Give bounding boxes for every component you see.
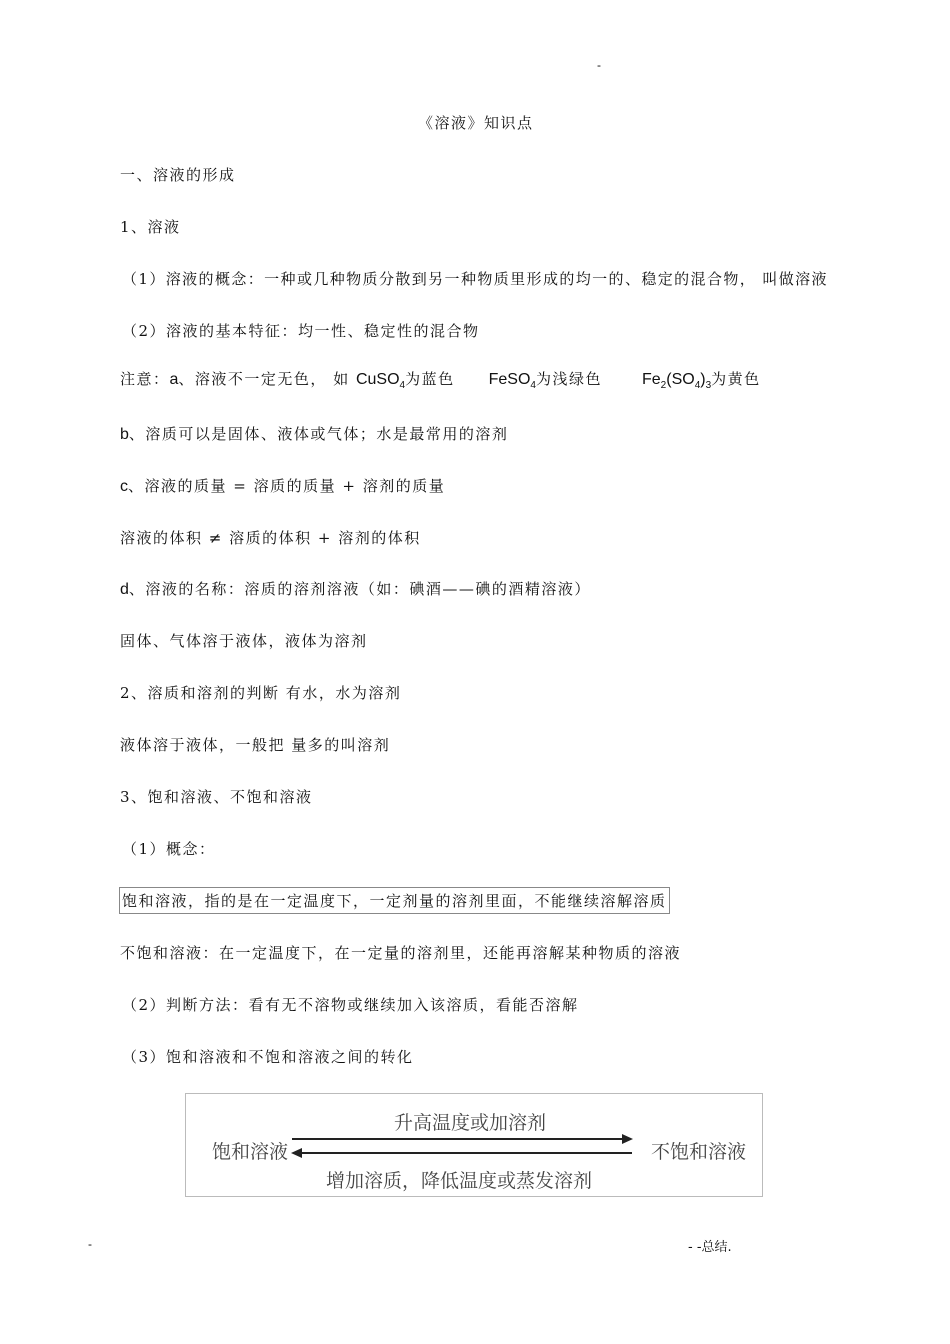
- note-a-line: [120, 368, 761, 391]
- judge-method: （2）判断方法：看有无不溶物或继续加入该溶质，看能否溶解: [122, 996, 579, 1014]
- fe2so43-color: 为黄色: [711, 370, 761, 388]
- subsection-solution: 1、溶液: [120, 218, 181, 236]
- page-title: 《溶液》知识点: [418, 114, 534, 132]
- section-heading-1: 一、溶液的形成: [120, 166, 236, 184]
- volume-note: 溶液的体积 ≠ 溶质的体积 + 溶剂的体积: [120, 529, 421, 547]
- solution-definition: （1）溶液的概念：一种或几种物质分散到另一种物质里形成的均一的、稳定的混合物， 叫做溶液: [122, 270, 828, 288]
- diagram-left-node: 饱和溶液: [212, 1141, 289, 1163]
- fe2so43-formula: $Fe_2(SO_4)_3$: [642, 371, 712, 391]
- footer-left: -: [88, 1237, 92, 1251]
- arrow-left-line: [302, 1152, 632, 1154]
- arrow-right-head: [622, 1134, 633, 1144]
- footer-right: - -总结.: [688, 1240, 732, 1255]
- conversion-heading: （3）饱和溶液和不饱和溶液之间的转化: [122, 1048, 414, 1066]
- arrow-right-line: [292, 1138, 622, 1140]
- cuso4-color: 为蓝色: [405, 370, 455, 388]
- note-c-line: c、溶液的质量 = 溶质的质量 + 溶剂的质量: [120, 477, 446, 495]
- subsection-saturated: 3、饱和溶液、不饱和溶液: [120, 788, 313, 806]
- note-a-text: 、溶液不一定无色， 如: [178, 370, 356, 388]
- unsaturated-definition: 不饱和溶液：在一定温度下，在一定量的溶剂里，还能再溶解某种物质的溶液: [120, 944, 682, 962]
- header-mark: -: [597, 58, 601, 72]
- subsection-solute-solvent: 2、溶质和溶剂的判断 有水，水为溶剂: [120, 684, 402, 702]
- diagram-right-node: 不饱和溶液: [651, 1141, 747, 1163]
- saturated-definition: 饱和溶液，指的是在一定温度下，一定剂量的溶剂里面，不能继续溶解溶质: [119, 887, 670, 914]
- liquid-rule: 液体溶于液体，一般把 量多的叫溶剂: [120, 736, 391, 754]
- note-b-line: b、溶质可以是固体、液体或气体；水是最常用的溶剂: [120, 425, 509, 443]
- note-a-letter: a: [169, 371, 179, 388]
- feso4-formula: FeSO$_4$: [488, 371, 536, 391]
- note-label: 注意：: [120, 370, 170, 388]
- cuso4-formula: CuSO$_4$: [355, 371, 406, 391]
- conversion-diagram: [185, 1093, 763, 1197]
- diagram-bottom-label: 增加溶质，降低温度或蒸发溶剂: [326, 1170, 593, 1192]
- feso4-color: 为浅绿色: [535, 370, 602, 388]
- concept-heading: （1）概念：: [122, 840, 216, 858]
- diagram-top-label: 升高温度或加溶剂: [394, 1112, 547, 1134]
- note-d-line: d、溶液的名称：溶质的溶剂溶液（如：碘酒——碘的酒精溶液）: [120, 580, 591, 598]
- solid-gas-rule: 固体、气体溶于液体，液体为溶剂: [120, 632, 368, 650]
- solution-features: （2）溶液的基本特征：均一性、稳定性的混合物: [122, 322, 480, 340]
- arrow-left-head: [291, 1148, 302, 1158]
